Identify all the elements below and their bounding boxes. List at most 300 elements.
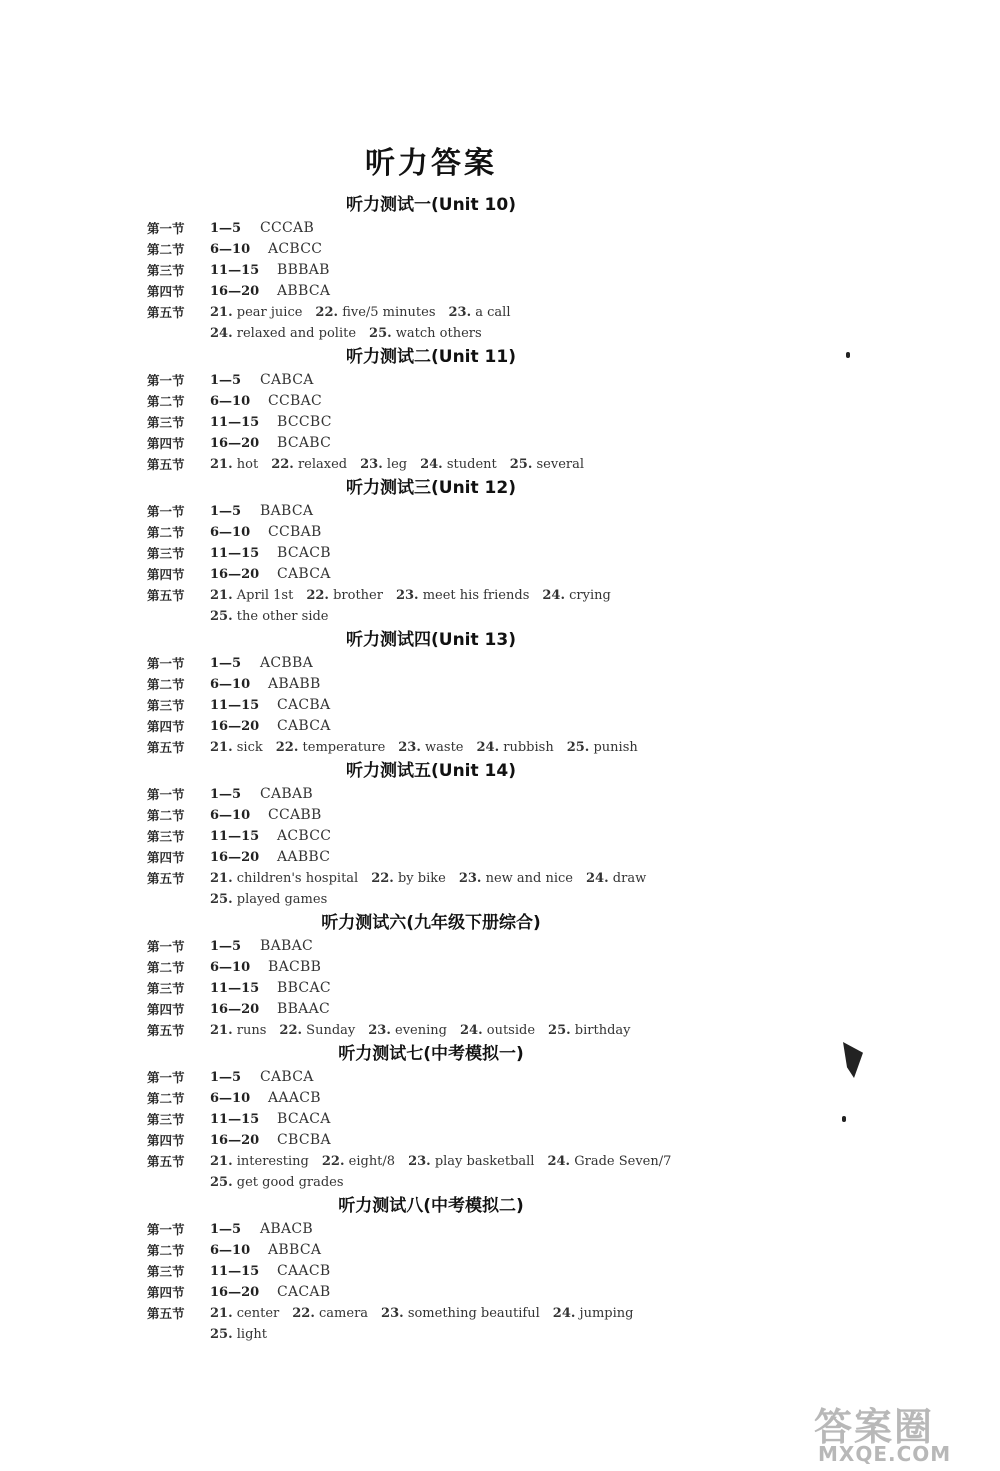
fill-number: 25. — [509, 457, 533, 472]
test-block — [0, 910, 1000, 1041]
section-label: 第四节 — [147, 284, 185, 299]
fill-item — [420, 457, 497, 472]
fill-word: center — [236, 1306, 280, 1321]
section-label: 第五节 — [147, 1154, 185, 1169]
test-title: 听力测试一(Unit 10) — [346, 195, 516, 215]
fill-item — [547, 1154, 671, 1169]
fill-row-continued — [0, 1324, 1000, 1345]
fill-answers — [210, 302, 524, 323]
fill-number: 22. — [292, 1306, 315, 1321]
fill-number: 25. — [210, 609, 233, 624]
answer-key: ACBCC — [268, 241, 323, 257]
fill-row — [0, 868, 1000, 889]
fill-number: 24. — [420, 457, 443, 472]
fill-answers — [210, 454, 597, 475]
section-label: 第一节 — [147, 373, 185, 388]
question-range: 16—20 — [210, 850, 260, 865]
fill-item — [210, 1175, 344, 1190]
section-row — [0, 1219, 1000, 1240]
fill-item — [306, 588, 383, 603]
section-label: 第二节 — [147, 960, 185, 975]
section-label: 第二节 — [147, 242, 185, 257]
section-row — [0, 1109, 1000, 1130]
fill-word: played games — [236, 892, 328, 907]
answer-key: BABAC — [260, 938, 314, 954]
section-row — [0, 543, 1000, 564]
fill-word: get good grades — [236, 1175, 344, 1190]
section-label: 第五节 — [147, 588, 185, 603]
section-row — [0, 999, 1000, 1020]
test-title: 听力测试七(中考模拟一) — [338, 1044, 524, 1064]
fill-number: 24. — [552, 1306, 576, 1321]
fill-item — [510, 457, 584, 472]
answer-key: CAACB — [277, 1263, 331, 1279]
answer-key: CCBAC — [268, 393, 323, 409]
section-row — [0, 564, 1000, 585]
fill-number: 25. — [566, 740, 590, 755]
fill-word: something beautiful — [407, 1306, 540, 1321]
fill-word: relaxed — [297, 457, 348, 472]
fill-number: 21. — [210, 871, 233, 886]
section-row — [0, 501, 1000, 522]
fill-word: brother — [333, 588, 383, 603]
section-label: 第四节 — [147, 436, 185, 451]
section-label: 第四节 — [147, 1285, 185, 1300]
test-block — [0, 344, 1000, 475]
section-label: 第一节 — [147, 656, 185, 671]
fill-item — [210, 1154, 309, 1169]
answer-key: CCBAB — [268, 524, 322, 540]
fill-number: 24. — [476, 740, 500, 755]
fill-number: 22. — [271, 457, 294, 472]
fill-word: hot — [236, 457, 259, 472]
fill-item — [210, 892, 327, 907]
section-label: 第二节 — [147, 1091, 185, 1106]
section-label: 第四节 — [147, 1133, 185, 1148]
fill-number: 24. — [586, 871, 609, 886]
question-range: 1—5 — [210, 787, 242, 802]
fill-word: new and nice — [485, 871, 574, 886]
fill-item — [459, 871, 573, 886]
fill-number: 22. — [275, 740, 299, 755]
fill-word: punish — [593, 740, 638, 755]
fill-number: 21. — [210, 1306, 233, 1321]
fill-word: crying — [569, 588, 611, 603]
test-block — [0, 758, 1000, 910]
fill-answers — [210, 868, 659, 889]
fill-number: 22. — [315, 305, 339, 320]
section-label: 第五节 — [147, 740, 185, 755]
question-range: 16—20 — [210, 284, 260, 299]
section-label: 第三节 — [147, 698, 185, 713]
section-row — [0, 281, 1000, 302]
section-label: 第五节 — [147, 1023, 185, 1038]
fill-number: 23. — [408, 1154, 431, 1169]
fill-row — [0, 1303, 1000, 1324]
answer-key: CCCAB — [260, 220, 315, 236]
fill-word: eight/8 — [348, 1154, 396, 1169]
section-label: 第五节 — [147, 871, 185, 886]
question-range: 11—15 — [210, 263, 260, 278]
fill-number: 24. — [210, 326, 233, 341]
fill-number: 21. — [210, 457, 233, 472]
page-title: 听力答案 — [365, 146, 497, 181]
answer-key: CABAB — [260, 786, 314, 802]
answer-key: BCACB — [277, 545, 331, 561]
section-label: 第四节 — [147, 567, 185, 582]
fill-item — [477, 740, 554, 755]
fill-number: 25. — [548, 1023, 571, 1038]
answer-key: CCABB — [268, 807, 322, 823]
fill-item — [210, 1327, 267, 1342]
answer-key: CACBA — [277, 697, 331, 713]
fill-number: 23. — [360, 457, 383, 472]
fill-word: runs — [236, 1023, 267, 1038]
section-row — [0, 653, 1000, 674]
section-label: 第四节 — [147, 1002, 185, 1017]
question-range: 11—15 — [210, 1264, 260, 1279]
fill-number: 22. — [321, 1154, 345, 1169]
answer-key: AABBC — [277, 849, 331, 865]
fill-word: interesting — [236, 1154, 309, 1169]
fill-item — [210, 871, 358, 886]
answer-key: ABBCA — [268, 1242, 322, 1258]
question-range: 16—20 — [210, 436, 260, 451]
fill-word: rubbish — [503, 740, 554, 755]
fill-word: light — [236, 1327, 267, 1342]
section-row — [0, 674, 1000, 695]
answer-key: AAACB — [268, 1090, 321, 1106]
fill-row — [0, 1151, 1000, 1172]
fill-word: pear juice — [236, 305, 303, 320]
fill-item — [449, 305, 511, 320]
section-label: 第二节 — [147, 808, 185, 823]
fill-item — [210, 326, 356, 341]
section-row — [0, 784, 1000, 805]
answer-key: CABCA — [277, 566, 331, 582]
fill-answers — [210, 585, 624, 606]
test-block — [0, 627, 1000, 758]
test-title: 听力测试五(Unit 14) — [346, 761, 516, 781]
section-label: 第三节 — [147, 1264, 185, 1279]
fill-item — [396, 588, 529, 603]
section-label: 第三节 — [147, 546, 185, 561]
fill-word: birthday — [574, 1023, 631, 1038]
question-range: 11—15 — [210, 1112, 260, 1127]
section-label: 第二节 — [147, 525, 185, 540]
question-range: 1—5 — [210, 1222, 242, 1237]
question-range: 6—10 — [210, 677, 251, 692]
fill-row-continued — [0, 323, 1000, 344]
test-title: 听力测试八(中考模拟二) — [338, 1196, 524, 1216]
test-block — [0, 1193, 1000, 1345]
fill-row-continued — [0, 1172, 1000, 1193]
question-range: 1—5 — [210, 1070, 242, 1085]
answer-key: BBCAC — [277, 980, 331, 996]
fill-word: April 1st — [236, 588, 294, 603]
question-range: 11—15 — [210, 546, 260, 561]
fill-number: 24. — [459, 1023, 483, 1038]
fill-number: 23. — [448, 305, 472, 320]
section-row — [0, 1088, 1000, 1109]
section-row — [0, 433, 1000, 454]
section-row — [0, 391, 1000, 412]
question-range: 1—5 — [210, 373, 242, 388]
fill-item — [567, 740, 638, 755]
fill-number: 23. — [381, 1306, 404, 1321]
answer-key: CBCBA — [277, 1132, 331, 1148]
section-label: 第四节 — [147, 850, 185, 865]
answer-key: ACBCC — [277, 828, 332, 844]
fill-word: Grade Seven/7 — [574, 1154, 672, 1169]
fill-word: children's hospital — [236, 871, 359, 886]
section-row — [0, 218, 1000, 239]
answer-key: CABCA — [277, 718, 331, 734]
fill-item — [210, 588, 293, 603]
question-range: 16—20 — [210, 1002, 260, 1017]
fill-word: a call — [475, 305, 511, 320]
section-label: 第一节 — [147, 1070, 185, 1085]
fill-number: 24. — [542, 588, 565, 603]
section-label: 第二节 — [147, 677, 185, 692]
question-range: 6—10 — [210, 1091, 251, 1106]
fill-answers-continued — [210, 889, 340, 910]
section-label: 第一节 — [147, 1222, 185, 1237]
fill-number: 21. — [210, 740, 233, 755]
question-range: 11—15 — [210, 981, 260, 996]
section-label: 第二节 — [147, 1243, 185, 1258]
section-label: 第四节 — [147, 719, 185, 734]
fill-number: 25. — [210, 892, 233, 907]
fill-word: outside — [486, 1023, 536, 1038]
fill-number: 21. — [210, 588, 233, 603]
section-row — [0, 1261, 1000, 1282]
fill-word: watch others — [395, 326, 482, 341]
fill-item — [210, 305, 302, 320]
fill-word: play basketball — [434, 1154, 535, 1169]
question-range: 11—15 — [210, 698, 260, 713]
question-range: 1—5 — [210, 504, 242, 519]
fill-number: 21. — [210, 1023, 233, 1038]
question-range: 16—20 — [210, 1285, 260, 1300]
test-block — [0, 192, 1000, 344]
section-label: 第一节 — [147, 787, 185, 802]
fill-answers — [210, 1020, 644, 1041]
answer-key: BACBB — [268, 959, 322, 975]
question-range: 16—20 — [210, 567, 260, 582]
fill-answers — [210, 1303, 646, 1324]
section-row — [0, 847, 1000, 868]
section-row — [0, 805, 1000, 826]
answer-key: BCCBC — [277, 414, 332, 430]
fill-number: 22. — [306, 588, 329, 603]
fill-row-continued — [0, 889, 1000, 910]
fill-word: several — [536, 457, 585, 472]
fill-word: leg — [386, 457, 408, 472]
fill-item — [368, 1023, 447, 1038]
watermark — [792, 1396, 992, 1466]
answer-key: CABCA — [260, 1069, 314, 1085]
fill-word: jumping — [579, 1306, 634, 1321]
fill-number: 21. — [210, 1154, 233, 1169]
fill-word: sick — [236, 740, 263, 755]
test-title: 听力测试二(Unit 11) — [346, 347, 516, 367]
fill-item — [210, 457, 258, 472]
section-label: 第五节 — [147, 305, 185, 320]
fill-row-continued — [0, 606, 1000, 627]
section-row — [0, 716, 1000, 737]
fill-item — [322, 1154, 395, 1169]
section-label: 第三节 — [147, 415, 185, 430]
section-row — [0, 1240, 1000, 1261]
section-row — [0, 1130, 1000, 1151]
section-row — [0, 695, 1000, 716]
section-label: 第一节 — [147, 221, 185, 236]
section-row — [0, 957, 1000, 978]
fill-item — [398, 740, 463, 755]
question-range: 6—10 — [210, 808, 251, 823]
fill-item — [292, 1306, 368, 1321]
fill-item — [276, 740, 386, 755]
answer-key: BCABC — [277, 435, 332, 451]
fill-row — [0, 737, 1000, 758]
fill-number: 22. — [371, 871, 394, 886]
fill-answers-continued — [210, 323, 495, 344]
fill-item — [542, 588, 610, 603]
question-range: 6—10 — [210, 1243, 251, 1258]
answer-key: ACBBA — [260, 655, 314, 671]
fill-number: 25. — [369, 326, 392, 341]
fill-number: 23. — [398, 740, 421, 755]
watermark-site: MXQE.COM — [818, 1442, 952, 1466]
fill-item — [381, 1306, 540, 1321]
question-range: 1—5 — [210, 939, 242, 954]
fill-item — [586, 871, 646, 886]
fill-answers — [210, 737, 651, 758]
test-block — [0, 475, 1000, 627]
question-range: 1—5 — [210, 656, 242, 671]
fill-number: 23. — [458, 871, 482, 886]
fill-item — [279, 1023, 355, 1038]
answer-key: CABCA — [260, 372, 314, 388]
fill-item — [210, 609, 329, 624]
test-title: 听力测试四(Unit 13) — [346, 630, 516, 650]
question-range: 6—10 — [210, 394, 251, 409]
fill-word: relaxed and polite — [236, 326, 357, 341]
watermark-logo: 答案圈 — [814, 1405, 935, 1449]
section-label: 第一节 — [147, 939, 185, 954]
fill-item — [553, 1306, 634, 1321]
fill-word: waste — [425, 740, 464, 755]
fill-word: camera — [319, 1306, 369, 1321]
question-range: 16—20 — [210, 719, 260, 734]
answer-key: BCACA — [277, 1111, 331, 1127]
fill-item — [271, 457, 347, 472]
section-label: 第三节 — [147, 263, 185, 278]
fill-word: student — [446, 457, 497, 472]
question-range: 6—10 — [210, 525, 251, 540]
fill-answers-continued — [210, 606, 342, 627]
question-range: 6—10 — [210, 242, 251, 257]
section-row — [0, 978, 1000, 999]
section-row — [0, 239, 1000, 260]
section-row — [0, 260, 1000, 281]
fill-item — [371, 871, 446, 886]
fill-item — [360, 457, 407, 472]
fill-number: 23. — [368, 1023, 391, 1038]
fill-word: five/5 minutes — [342, 305, 436, 320]
fill-word: by bike — [397, 871, 446, 886]
fill-answers — [210, 1151, 684, 1172]
section-row — [0, 370, 1000, 391]
question-range: 16—20 — [210, 1133, 260, 1148]
fill-word: Sunday — [306, 1023, 356, 1038]
fill-word: the other side — [236, 609, 329, 624]
fill-item — [460, 1023, 535, 1038]
section-label: 第五节 — [147, 457, 185, 472]
fill-number: 25. — [210, 1175, 233, 1190]
section-row — [0, 936, 1000, 957]
fill-word: meet his friends — [422, 588, 530, 603]
fill-item — [315, 305, 435, 320]
section-label: 第一节 — [147, 504, 185, 519]
fill-row — [0, 302, 1000, 323]
fill-answers-continued — [210, 1172, 357, 1193]
section-row — [0, 826, 1000, 847]
fill-word: temperature — [302, 740, 386, 755]
fill-item — [369, 326, 482, 341]
question-range: 11—15 — [210, 415, 260, 430]
section-label: 第三节 — [147, 1112, 185, 1127]
section-label: 第五节 — [147, 1306, 185, 1321]
answer-key: CACAB — [277, 1284, 331, 1300]
fill-word: draw — [612, 871, 647, 886]
fill-row — [0, 1020, 1000, 1041]
scan-speck — [842, 1116, 846, 1122]
fill-item — [210, 1306, 279, 1321]
fill-number: 23. — [395, 588, 419, 603]
scan-speck — [846, 352, 850, 358]
section-label: 第三节 — [147, 829, 185, 844]
question-range: 1—5 — [210, 221, 242, 236]
fill-number: 22. — [279, 1023, 303, 1038]
section-row — [0, 1282, 1000, 1303]
question-range: 6—10 — [210, 960, 251, 975]
fill-item — [548, 1023, 630, 1038]
fill-item — [210, 740, 263, 755]
fill-answers-continued — [210, 1324, 280, 1345]
answer-key: BABCA — [260, 503, 314, 519]
fill-number: 21. — [210, 305, 233, 320]
section-label: 第二节 — [147, 394, 185, 409]
fill-row — [0, 454, 1000, 475]
question-range: 11—15 — [210, 829, 260, 844]
fill-row — [0, 585, 1000, 606]
answer-key: ABACB — [260, 1221, 314, 1237]
answer-key: ABABB — [268, 676, 321, 692]
answer-key: ABBCA — [277, 283, 331, 299]
fill-item — [210, 1023, 266, 1038]
answer-key: BBAAC — [277, 1001, 331, 1017]
test-title: 听力测试六(九年级下册综合) — [321, 913, 541, 933]
section-row — [0, 412, 1000, 433]
fill-number: 25. — [210, 1327, 233, 1342]
test-title: 听力测试三(Unit 12) — [346, 478, 516, 498]
section-label: 第三节 — [147, 981, 185, 996]
section-row — [0, 522, 1000, 543]
answer-key: BBBAB — [277, 262, 330, 278]
fill-number: 24. — [547, 1154, 571, 1169]
